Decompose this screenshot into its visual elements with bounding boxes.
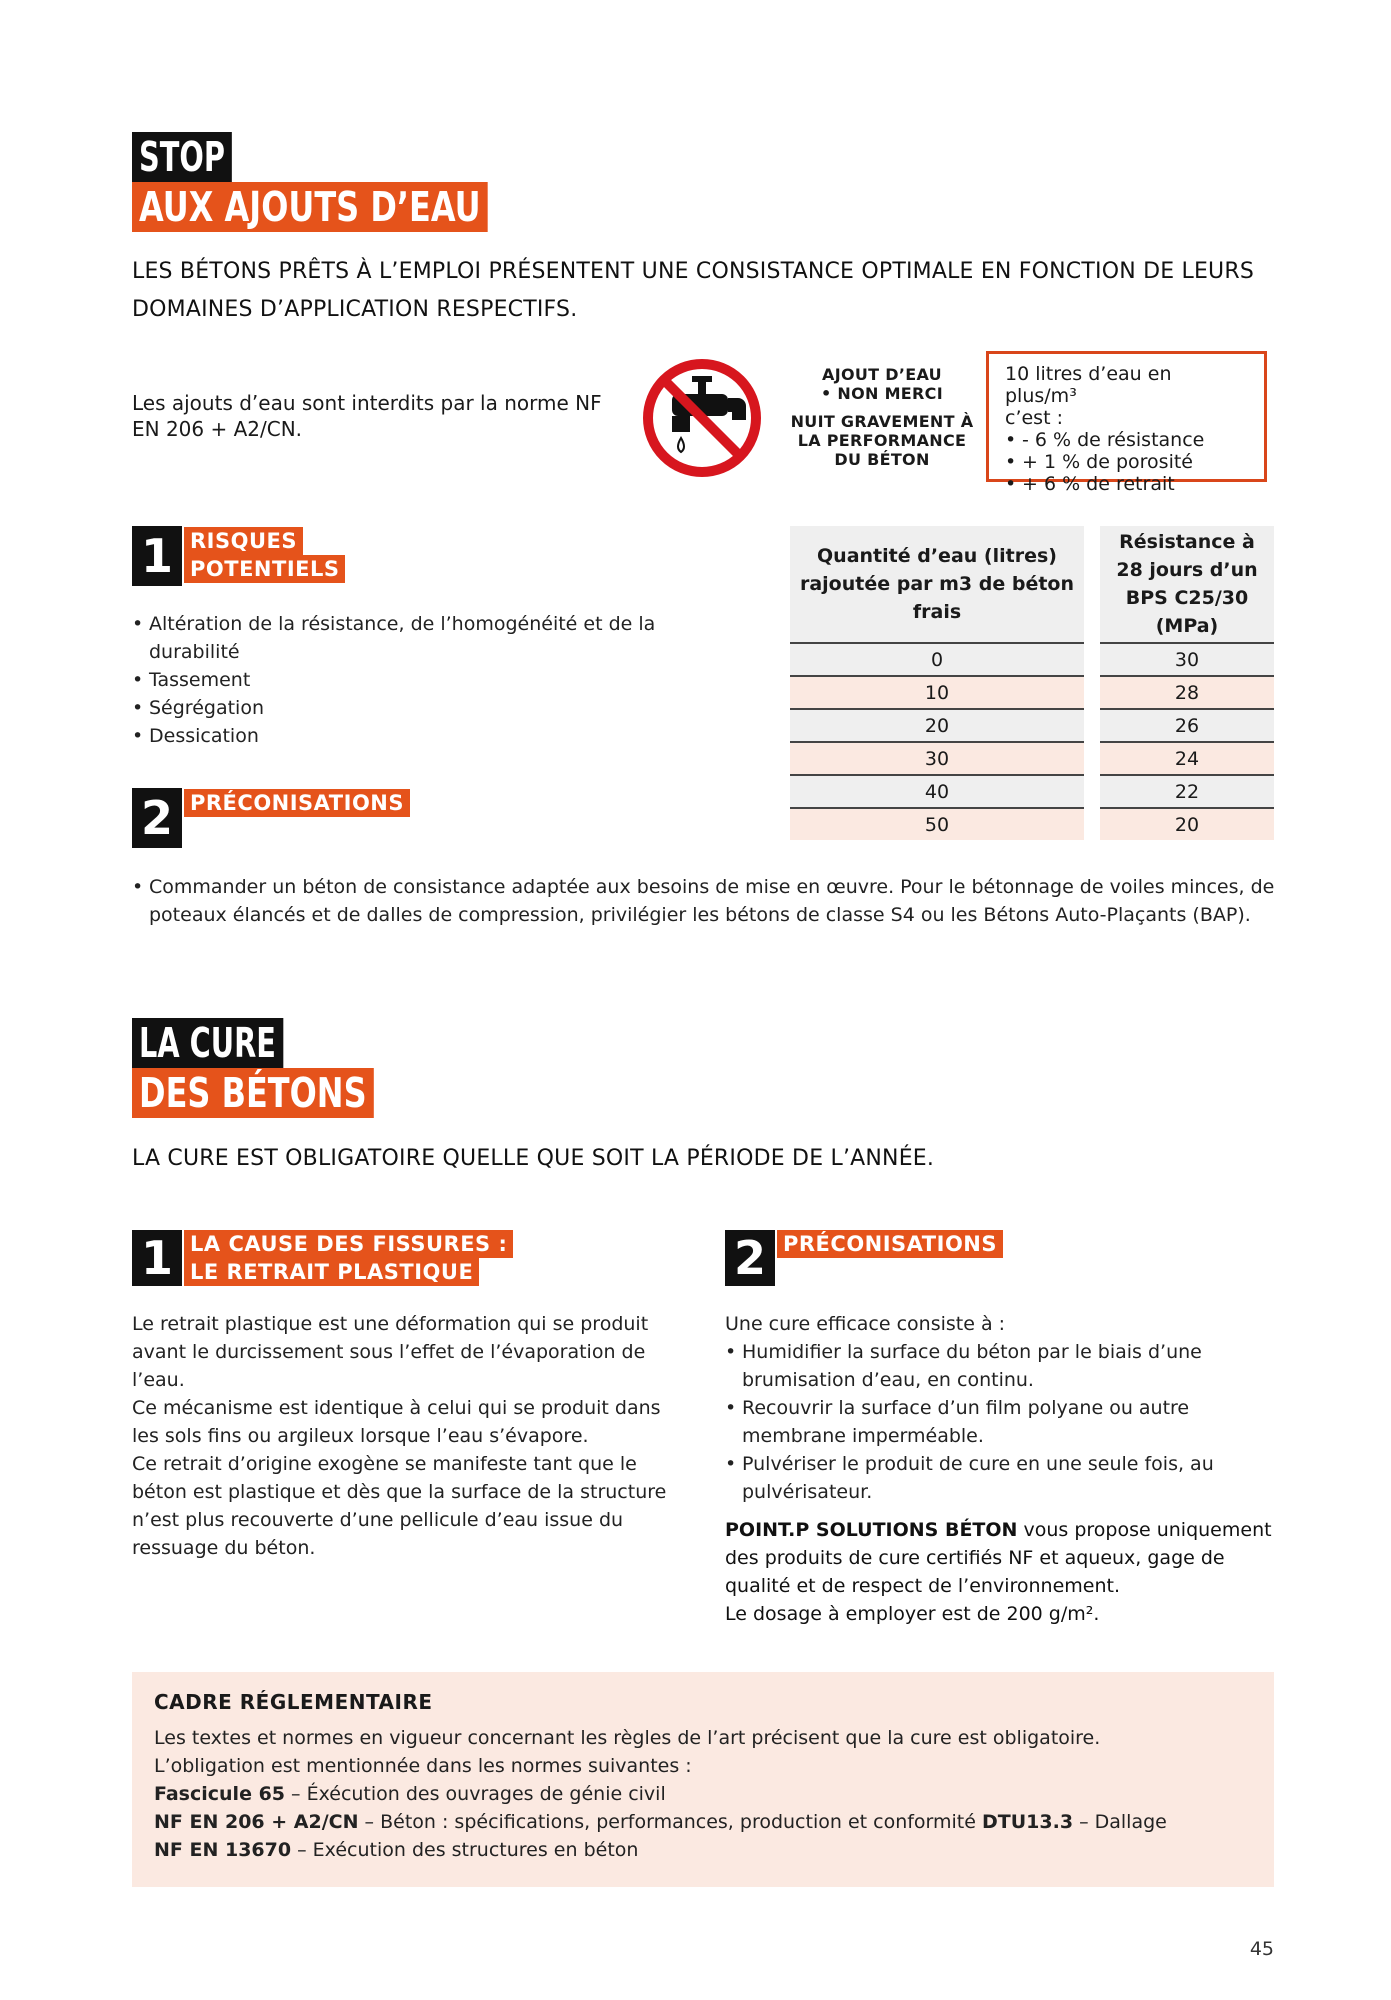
icon-caption-line4: LA PERFORMANCE <box>797 431 967 450</box>
cause-text <box>132 1310 687 1562</box>
table-row <box>790 709 1274 742</box>
table-header-resistance: Résistance à 28 jours d’un BPS C25/30 (MPa) <box>1100 526 1274 643</box>
ref-text: – Dallage <box>1073 1811 1167 1833</box>
risks-number: 1 <box>132 526 182 586</box>
cure-recommendations-text <box>725 1310 1280 1628</box>
recommendations-list <box>132 873 1277 929</box>
warning-box <box>986 351 1267 495</box>
icon-caption <box>782 365 982 469</box>
recommendations-label: PRÉCONISATIONS <box>184 789 410 817</box>
cause-label-line1: LA CAUSE DES FISSURES : <box>184 1230 513 1258</box>
brand-name: POINT.P SOLUTIONS BÉTON <box>725 1519 1018 1541</box>
cause-label-line2: LE RETRAIT PLASTIQUE <box>184 1258 479 1286</box>
ref-bold: NF EN 206 + A2/CN <box>154 1811 359 1833</box>
table-cell: 10 <box>790 676 1084 709</box>
table-cell: 30 <box>1100 643 1274 676</box>
ref-bold: NF EN 13670 <box>154 1839 292 1861</box>
list-item: • Commander un béton de consistance adaptée aux besoins de mise en œuvre. Pour le bétonnage de voiles minces, de poteaux élancés et de dalles de compression, privilégier les bétons de classe S4 ou les Bétons Auto-Plaçants (BAP). <box>132 873 1277 929</box>
promo-text: vous propose uniquement des produits de cure certifiés NF et aqueux, gage de qualité et de respect de l’environnement. <box>725 1519 1272 1597</box>
table-cell: 40 <box>790 775 1084 808</box>
section2-title-line2: DES BÉTONS <box>132 1068 374 1118</box>
risks-list <box>132 610 672 750</box>
ref-bold: Fascicule 65 <box>154 1783 286 1805</box>
table-cell: 0 <box>790 643 1084 676</box>
table-row <box>790 742 1274 775</box>
table-cell: 50 <box>790 808 1084 840</box>
no-tap-water-icon <box>642 358 762 478</box>
cause-paragraph: Ce retrait d’origine exogène se manifeste tant que le béton est plastique et dès que la surface de la structure n’est plus recouverte d’une pellicule d’eau issue du ressuage du béton. <box>132 1453 667 1559</box>
icon-caption-line2: • NON MERCI <box>821 384 943 403</box>
cause-paragraph: Ce mécanisme est identique à celui qui se produit dans les sols fins ou argileux lorsque l’eau s’évapore. <box>132 1397 661 1447</box>
section1-title-line1: STOP <box>132 132 232 182</box>
table-cell: 20 <box>1100 808 1274 840</box>
ref-text: – Éxécution des ouvrages de génie civil <box>285 1783 666 1805</box>
cause-paragraph: Le retrait plastique est une déformation qui se produit avant le durcissement sous l’effet de l’évaporation de l’eau. <box>132 1313 649 1391</box>
water-resistance-table <box>790 526 1274 840</box>
list-item: • Pulvériser le produit de cure en une seule fois, au pulvérisateur. <box>725 1450 1280 1506</box>
cure-recommendations-number: 2 <box>725 1230 775 1286</box>
ref-text: – Exécution des structures en béton <box>291 1839 639 1861</box>
cure-recommendations-label: PRÉCONISATIONS <box>777 1230 1003 1258</box>
table-row <box>790 643 1274 676</box>
icon-caption-line5: DU BÉTON <box>834 450 930 469</box>
warning-line1: 10 litres d’eau en plus/m³ <box>1005 363 1172 407</box>
table-header-water: Quantité d’eau (litres) rajoutée par m3 de béton frais <box>790 526 1084 643</box>
table-cell: 22 <box>1100 775 1274 808</box>
table-cell: 20 <box>790 709 1084 742</box>
risks-label-line2: POTENTIELS <box>184 555 345 583</box>
dosage-text: Le dosage à employer est de 200 g/m². <box>725 1603 1100 1625</box>
regulatory-title: CADRE RÉGLEMENTAIRE <box>154 1690 433 1714</box>
regulatory-line1: Les textes et normes en vigueur concernant les règles de l’art précisent que la cure est obligatoire. <box>154 1727 1101 1749</box>
regulatory-ref1 <box>154 1780 1252 1808</box>
page-number: 45 <box>1249 1938 1274 1960</box>
regulatory-ref3 <box>154 1836 1252 1864</box>
list-item: • Recouvrir la surface d’un film polyane ou autre membrane imperméable. <box>725 1394 1280 1450</box>
table-row <box>790 808 1274 840</box>
warning-item: • - 6 % de résistance <box>1005 429 1248 451</box>
regulatory-ref2 <box>154 1808 1252 1836</box>
table-cell: 26 <box>1100 709 1274 742</box>
list-item: • Dessication <box>132 722 672 750</box>
list-item: • Humidifier la surface du béton par le biais d’une brumisation d’eau, en continu. <box>725 1338 1280 1394</box>
list-item: • Altération de la résistance, de l’homogénéité et de la durabilité <box>132 610 672 666</box>
table-row <box>790 775 1274 808</box>
table-row <box>790 676 1274 709</box>
list-item: • Ségrégation <box>132 694 672 722</box>
section2-lead: LA CURE EST OBLIGATOIRE QUELLE QUE SOIT LA PÉRIODE DE L’ANNÉE. <box>132 1146 935 1171</box>
regulatory-panel <box>132 1672 1274 1887</box>
table-cell: 30 <box>790 742 1084 775</box>
warning-item: • + 6 % de retrait <box>1005 473 1248 495</box>
recommendations-number: 2 <box>132 788 182 848</box>
cure-promo <box>725 1516 1280 1628</box>
ref-bold: DTU13.3 <box>982 1811 1074 1833</box>
section2-title-line1: LA CURE <box>132 1018 283 1068</box>
warning-line2: c’est : <box>1005 407 1063 429</box>
cure-intro: Une cure efficace consiste à : <box>725 1313 1006 1335</box>
regulatory-line2: L’obligation est mentionnée dans les normes suivantes : <box>154 1755 692 1777</box>
section1-lead: LES BÉTONS PRÊTS À L’EMPLOI PRÉSENTENT UNE CONSISTANCE OPTIMALE EN FONCTION DE LEURS DOMAINES D’APPLICATION RESPECTIFS. <box>132 259 1255 322</box>
risks-label-line1: RISQUES <box>184 527 303 555</box>
section1-title-line2: AUX AJOUTS D’EAU <box>132 182 488 232</box>
table-cell: 28 <box>1100 676 1274 709</box>
warning-item: • + 1 % de porosité <box>1005 451 1248 473</box>
icon-caption-line1: AJOUT D’EAU <box>822 365 942 384</box>
list-item: • Tassement <box>132 666 672 694</box>
table-cell: 24 <box>1100 742 1274 775</box>
cause-number: 1 <box>132 1230 182 1286</box>
ref-text: – Béton : spécifications, performances, production et conformité <box>358 1811 982 1833</box>
norm-text: Les ajouts d’eau sont interdits par la norme NF EN 206 + A2/CN. <box>132 391 602 441</box>
icon-caption-line3: NUIT GRAVEMENT À <box>790 412 974 431</box>
